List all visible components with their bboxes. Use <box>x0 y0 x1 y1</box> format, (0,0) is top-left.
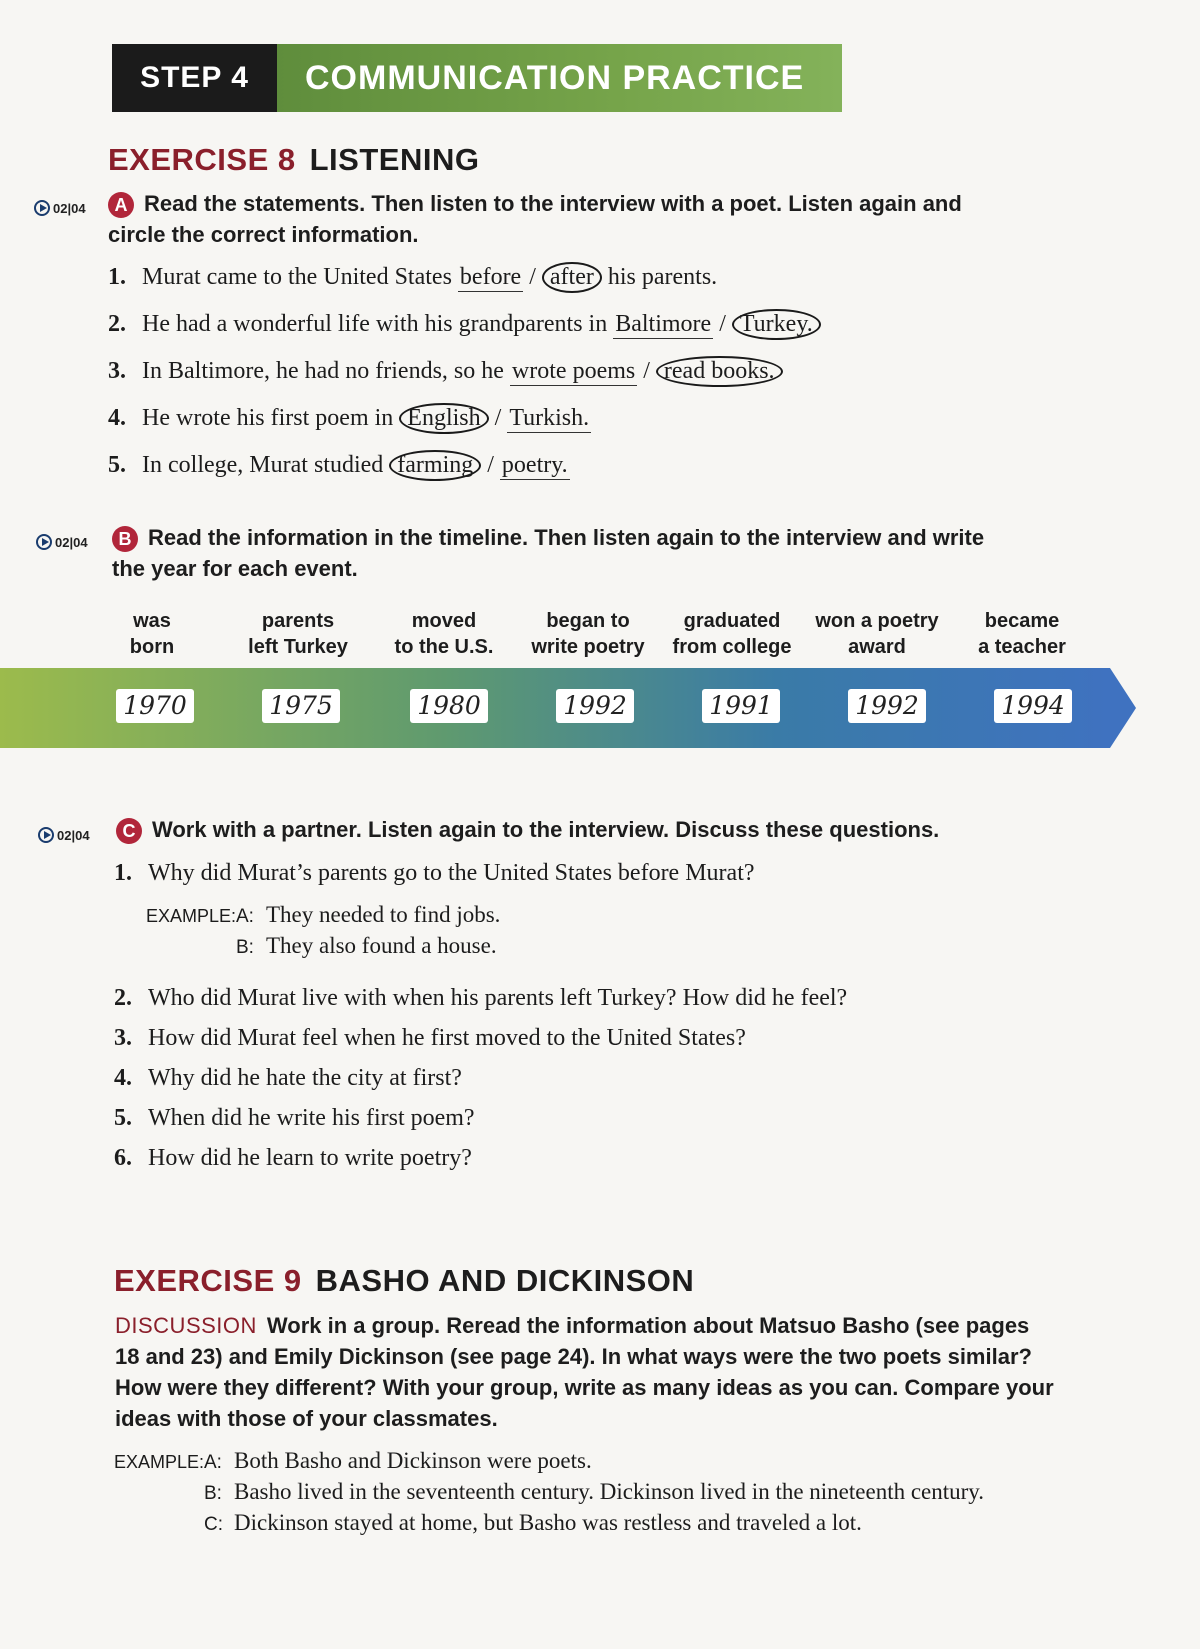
option-2[interactable]: Turkish. <box>509 405 590 431</box>
audio-track-label: 02|04 <box>53 200 86 216</box>
timeline-event-label: moved to the U.S. <box>394 610 494 658</box>
question-item: 3. How did Murat feel when he first moved to the United States? <box>114 1025 746 1051</box>
exercise-9-title: BASHO AND DICKINSON <box>315 1263 695 1298</box>
speaker-label: A: <box>204 1452 222 1473</box>
option-1-circled[interactable]: English <box>399 403 488 434</box>
statement-text: In college, Murat studied <box>142 452 384 478</box>
discussion-instruction <box>115 1310 1055 1434</box>
year-input-began-poetry[interactable]: 1992 <box>556 689 634 723</box>
audio-track-a[interactable] <box>34 200 86 216</box>
step-label: STEP 4 <box>112 44 277 112</box>
speaker-b-text: They also found a house. <box>266 933 497 958</box>
exercise-8-number: EXERCISE 8 <box>108 142 296 177</box>
statement-text: Murat came to the United States <box>142 264 452 290</box>
year-input-parents-left[interactable]: 1975 <box>262 689 340 723</box>
play-icon[interactable] <box>38 827 54 843</box>
part-b-badge: B <box>112 526 138 552</box>
year-input-graduated[interactable]: 1991 <box>702 689 780 723</box>
timeline-event-label: parents left Turkey <box>248 610 348 658</box>
discussion-text: Work in a group. Reread the information about Matsuo Basho (see pages 18 and 23) and Emily Dickinson (see page 24). In what ways were the two poets similar? How were they different? With your group, write as many ideas as you can. Compare your ideas with those of your classmates. <box>115 1313 1054 1431</box>
option-2-circled[interactable]: read books. <box>656 356 783 387</box>
question-item: 2. Who did Murat live with when his parents left Turkey? How did he feel? <box>114 985 848 1011</box>
example-dialogue-c <box>146 902 500 964</box>
step-header <box>112 44 842 112</box>
question-item: 4. Why did he hate the city at first? <box>114 1065 462 1091</box>
year-input-moved[interactable]: 1980 <box>410 689 488 723</box>
statement-text: In Baltimore, he had no friends, so he <box>142 358 504 384</box>
questions-list <box>114 985 847 1185</box>
year-input-teacher[interactable]: 1994 <box>994 689 1072 723</box>
part-a-instruction <box>108 188 1008 250</box>
part-c-text: Work with a partner. Listen again to the interview. Discuss these questions. <box>152 817 940 842</box>
speaker-label: C: <box>204 1514 223 1535</box>
exercise-8-title: LISTENING <box>309 142 480 177</box>
speaker-a-text: They needed to find jobs. <box>266 902 501 927</box>
step-title: COMMUNICATION PRACTICE <box>277 44 842 112</box>
statement-number: 3. <box>108 358 126 384</box>
speaker-b: B: <box>236 937 254 958</box>
question-1 <box>114 860 755 900</box>
question-text: Why did Murat’s parents go to the United States before Murat? <box>148 860 755 886</box>
example-tag: EXAMPLE: <box>146 906 237 926</box>
option-1[interactable]: before <box>459 264 522 290</box>
exercise-8-heading <box>108 142 479 178</box>
part-a-text: Read the statements. Then listen to the interview with a poet. Listen again and circle the correct information. <box>108 191 962 247</box>
question-item: 5. When did he write his first poem? <box>114 1105 475 1131</box>
option-1[interactable]: wrote poems <box>511 358 636 384</box>
option-2-circled[interactable]: Turkey. <box>732 309 821 340</box>
speaker-text: Dickinson stayed at home, but Basho was restless and traveled a lot. <box>234 1510 862 1535</box>
option-1[interactable]: Baltimore <box>615 311 712 337</box>
option-1-circled[interactable]: farming <box>389 450 481 481</box>
timeline-arrow-icon <box>1110 668 1136 748</box>
speaker-text: Basho lived in the seventeenth century. Dickinson lived in the nineteenth century. <box>234 1479 985 1504</box>
part-b-instruction <box>112 522 1012 584</box>
exercise-9-heading <box>114 1263 694 1299</box>
play-icon[interactable] <box>34 200 50 216</box>
statement-1: 1. Murat came to the United States before / after his parents. <box>108 262 821 309</box>
year-input-born[interactable]: 1970 <box>116 689 194 723</box>
timeline-event-label: began to write poetry <box>531 610 645 658</box>
statement-number: 4. <box>108 405 126 431</box>
option-2-circled[interactable]: after <box>542 262 602 293</box>
speaker-text: Both Basho and Dickinson were poets. <box>234 1448 592 1473</box>
timeline-event-label: graduated from college <box>672 610 792 658</box>
audio-track-b[interactable] <box>36 534 88 550</box>
question-item: 6. How did he learn to write poetry? <box>114 1145 472 1171</box>
statement-3: 3. In Baltimore, he had no friends, so he wrote poems / read books. <box>108 356 821 403</box>
part-c-badge: C <box>116 818 142 844</box>
statement-number: 2. <box>108 311 126 337</box>
part-b-text: Read the information in the timeline. Then listen again to the interview and write the year for each event. <box>112 525 985 581</box>
timeline-event-label: was born <box>129 610 175 658</box>
option-2[interactable]: poetry. <box>501 452 568 478</box>
timeline-event-label: won a poetry award <box>815 610 939 658</box>
part-c-instruction <box>116 814 1056 845</box>
statement-text: He wrote his first poem in <box>142 405 394 431</box>
example-tag: EXAMPLE: <box>114 1452 205 1472</box>
exercise-9-number: EXERCISE 9 <box>114 1263 302 1298</box>
discussion-label: DISCUSSION <box>115 1313 257 1338</box>
statement-number: 1. <box>108 264 126 290</box>
statement-number: 5. <box>108 452 126 478</box>
statement-4: 4. He wrote his first poem in English / Turkish. <box>108 403 821 450</box>
year-input-won-award[interactable]: 1992 <box>848 689 926 723</box>
play-icon[interactable] <box>36 534 52 550</box>
timeline-labels <box>100 608 1100 668</box>
audio-track-label: 02|04 <box>57 827 90 843</box>
speaker-label: B: <box>204 1483 222 1504</box>
example-dialogue-9 <box>114 1448 984 1541</box>
statement-5: 5. In college, Murat studied farming / poetry. <box>108 450 821 497</box>
statement-end: his parents. <box>607 264 718 290</box>
audio-track-c[interactable] <box>38 827 90 843</box>
part-a-statements <box>108 262 821 497</box>
timeline-event-label: became a teacher <box>978 610 1066 658</box>
question-number: 1. <box>114 860 132 886</box>
audio-track-label: 02|04 <box>55 534 88 550</box>
part-a-badge: A <box>108 192 134 218</box>
statement-2: 2. He had a wonderful life with his grandparents in Baltimore / Turkey. <box>108 309 821 356</box>
speaker-a: A: <box>236 906 254 927</box>
statement-text: He had a wonderful life with his grandparents in <box>142 311 608 337</box>
